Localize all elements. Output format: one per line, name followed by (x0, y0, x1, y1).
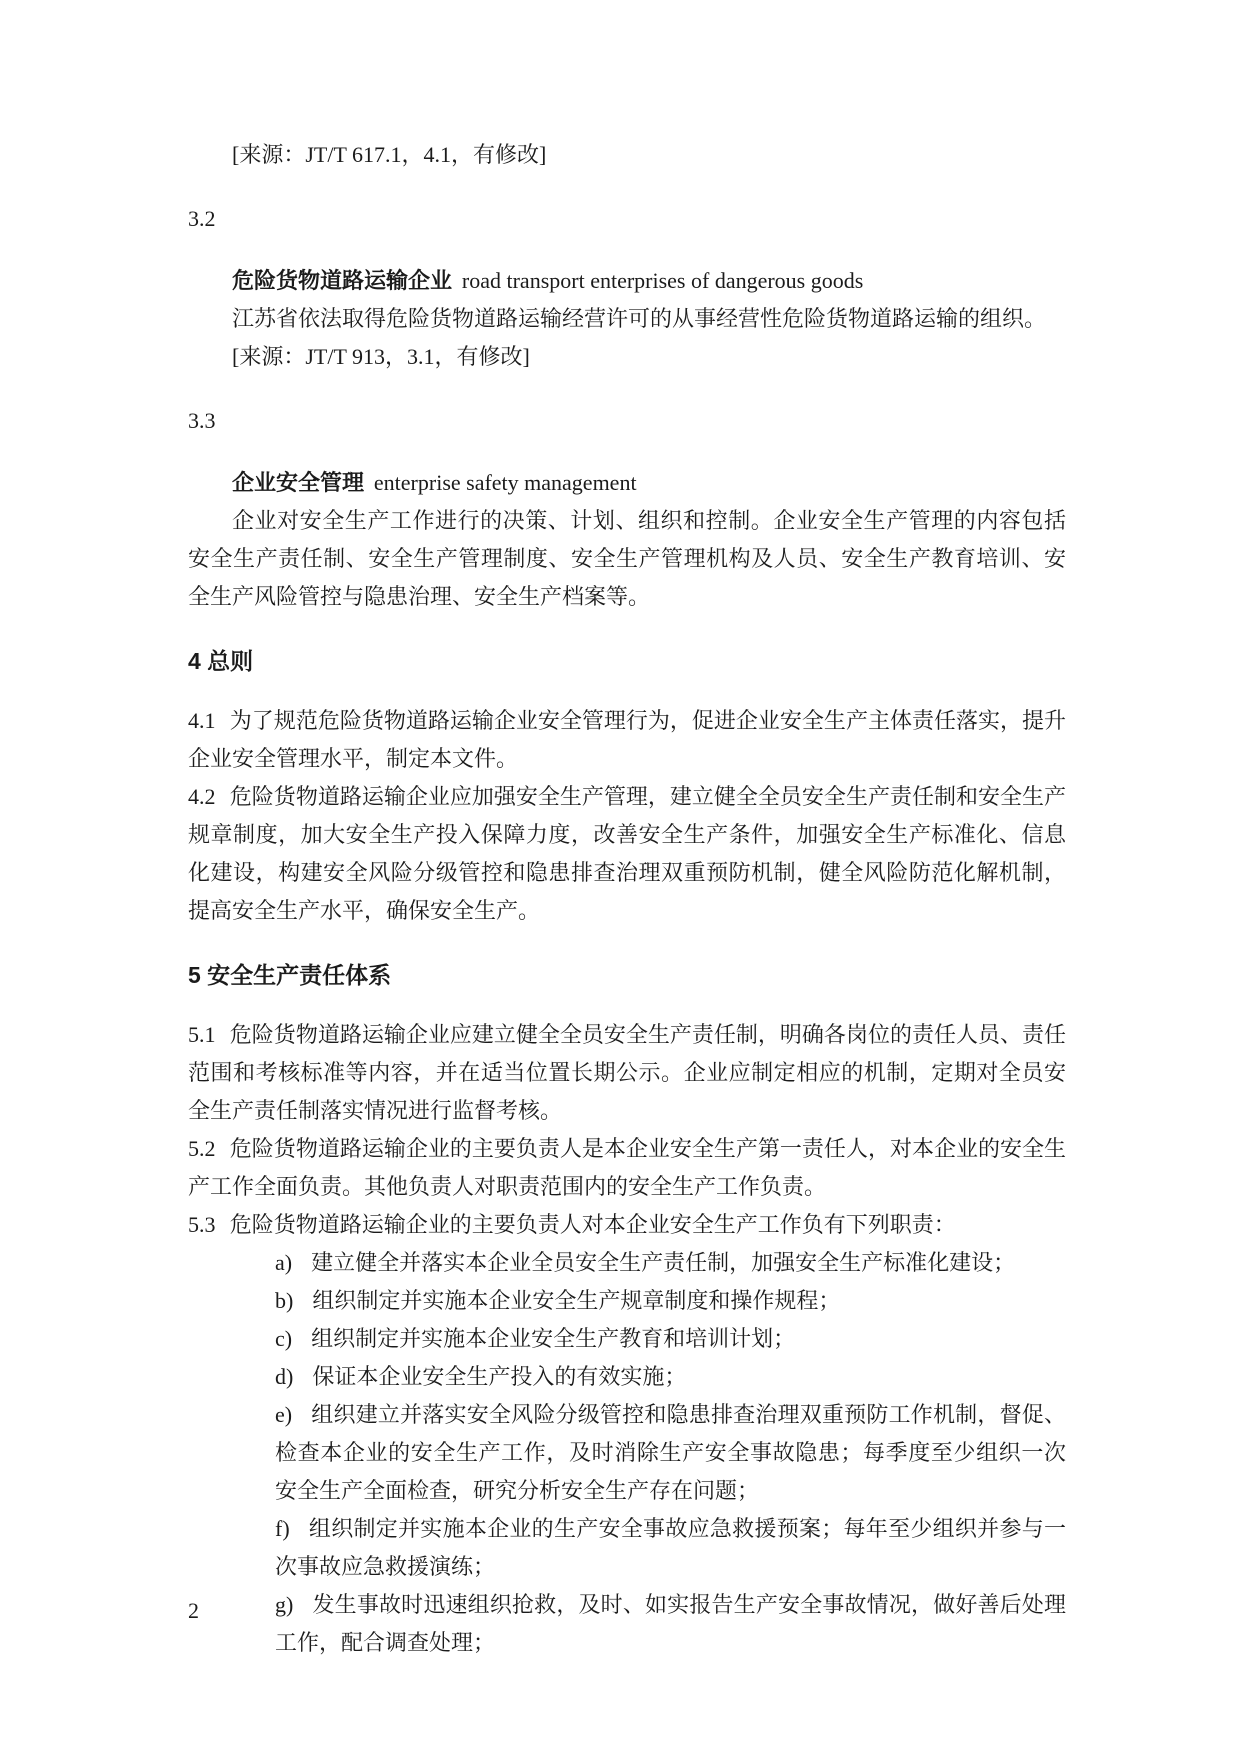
duty-item-d (275, 1358, 1066, 1396)
clause-5-3 (188, 1206, 1066, 1244)
duty-text: 发生事故时迅速组织抢救，及时、如实报告生产安全事故情况，做好善后处理工作，配合调查处理； (275, 1592, 1066, 1655)
duty-text: 组织制定并实施本企业的生产安全事故应急救援预案；每年至少组织并参与一次事故应急救援演练； (275, 1516, 1066, 1579)
duty-item-f (275, 1510, 1066, 1586)
duty-label: f) (275, 1516, 290, 1541)
duty-text: 组织建立并落实安全风险分级管控和隐患排查治理双重预防工作机制，督促、检查本企业的安全生产工作，及时消除生产安全事故隐患；每季度至少组织一次安全生产全面检查，研究分析安全生产存在问题； (275, 1402, 1066, 1503)
term-definition-3-2: 江苏省依法取得危险货物道路运输经营许可的从事经营性危险货物道路运输的组织。 (232, 306, 1047, 331)
clause-number: 5.2 (188, 1136, 216, 1161)
duty-label: d) (275, 1364, 294, 1389)
duty-label: g) (275, 1592, 294, 1617)
clause-text: 危险货物道路运输企业应加强安全生产管理，建立健全全员安全生产责任制和安全生产规章制度，加大安全生产投入保障力度，改善安全生产条件，加强安全生产标准化、信息化建设，构建安全风险分级管控和隐患排查治理双重预防机制，健全风险防范化解机制，提高安全生产水平，确保安全生产。 (188, 784, 1066, 923)
duty-item-a (275, 1244, 1066, 1282)
clause-4-2 (188, 778, 1066, 930)
duty-item-b (275, 1282, 1066, 1320)
duty-label: b) (275, 1288, 294, 1313)
term-number-3-2: 3.2 (188, 206, 216, 231)
term-number-3-3: 3.3 (188, 408, 216, 433)
clause-number: 5.3 (188, 1212, 216, 1237)
source-note: [来源：JT/T 617.1，4.1，有修改] (232, 142, 547, 167)
duty-label: e) (275, 1402, 293, 1427)
duty-item-g (275, 1586, 1066, 1662)
term-heading-3-3 (188, 464, 1066, 502)
clause-5-2 (188, 1130, 1066, 1206)
clause-4-1 (188, 702, 1066, 778)
source-note: [来源：JT/T 913，3.1，有修改] (232, 344, 530, 369)
section-heading-5: 5 安全生产责任体系 (188, 962, 392, 988)
term-definition-3-3: 企业对安全生产工作进行的决策、计划、组织和控制。企业安全生产管理的内容包括安全生产责任制、安全生产管理制度、安全生产管理机构及人员、安全生产教育培训、安全生产风险管控与隐患治理、安全生产档案等。 (188, 508, 1066, 609)
clause-text: 危险货物道路运输企业的主要负责人对本企业安全生产工作负有下列职责： (229, 1212, 956, 1237)
duty-label: a) (275, 1250, 293, 1275)
clause-number: 5.1 (188, 1022, 216, 1047)
duty-text: 组织制定并实施本企业安全生产教育和培训计划； (311, 1326, 796, 1351)
term-en: enterprise safety management (373, 470, 637, 495)
page-number: 2 (188, 1598, 199, 1623)
duty-label: c) (275, 1326, 293, 1351)
clause-text: 危险货物道路运输企业应建立健全全员安全生产责任制，明确各岗位的责任人员、责任范围和考核标准等内容，并在适当位置长期公示。企业应制定相应的机制，定期对全员安全生产责任制落实情况进行监督考核。 (188, 1022, 1066, 1123)
clause-5-1 (188, 1016, 1066, 1130)
duty-text: 组织制定并实施本企业安全生产规章制度和操作规程； (312, 1288, 841, 1313)
clause-number: 4.2 (188, 784, 216, 809)
clause-number: 4.1 (188, 708, 216, 733)
duty-text: 建立健全并落实本企业全员安全生产责任制，加强安全生产标准化建设； (311, 1250, 1016, 1275)
clause-text: 为了规范危险货物道路运输企业安全管理行为，促进企业安全生产主体责任落实，提升企业安全管理水平，制定本文件。 (188, 708, 1066, 771)
section-heading-4: 4 总则 (188, 648, 254, 674)
duty-text: 保证本企业安全生产投入的有效实施； (312, 1364, 687, 1389)
term-en: road transport enterprises of dangerous goods (461, 268, 864, 293)
term-heading-3-2 (188, 262, 1066, 300)
duty-item-c (275, 1320, 1066, 1358)
duty-item-e (275, 1396, 1066, 1510)
document-body (188, 136, 1066, 1662)
term-zh: 危险货物道路运输企业 (232, 268, 453, 293)
term-zh: 企业安全管理 (232, 470, 365, 495)
clause-text: 危险货物道路运输企业的主要负责人是本企业安全生产第一责任人，对本企业的安全生产工作全面负责。其他负责人对职责范围内的安全生产工作负责。 (188, 1136, 1066, 1199)
